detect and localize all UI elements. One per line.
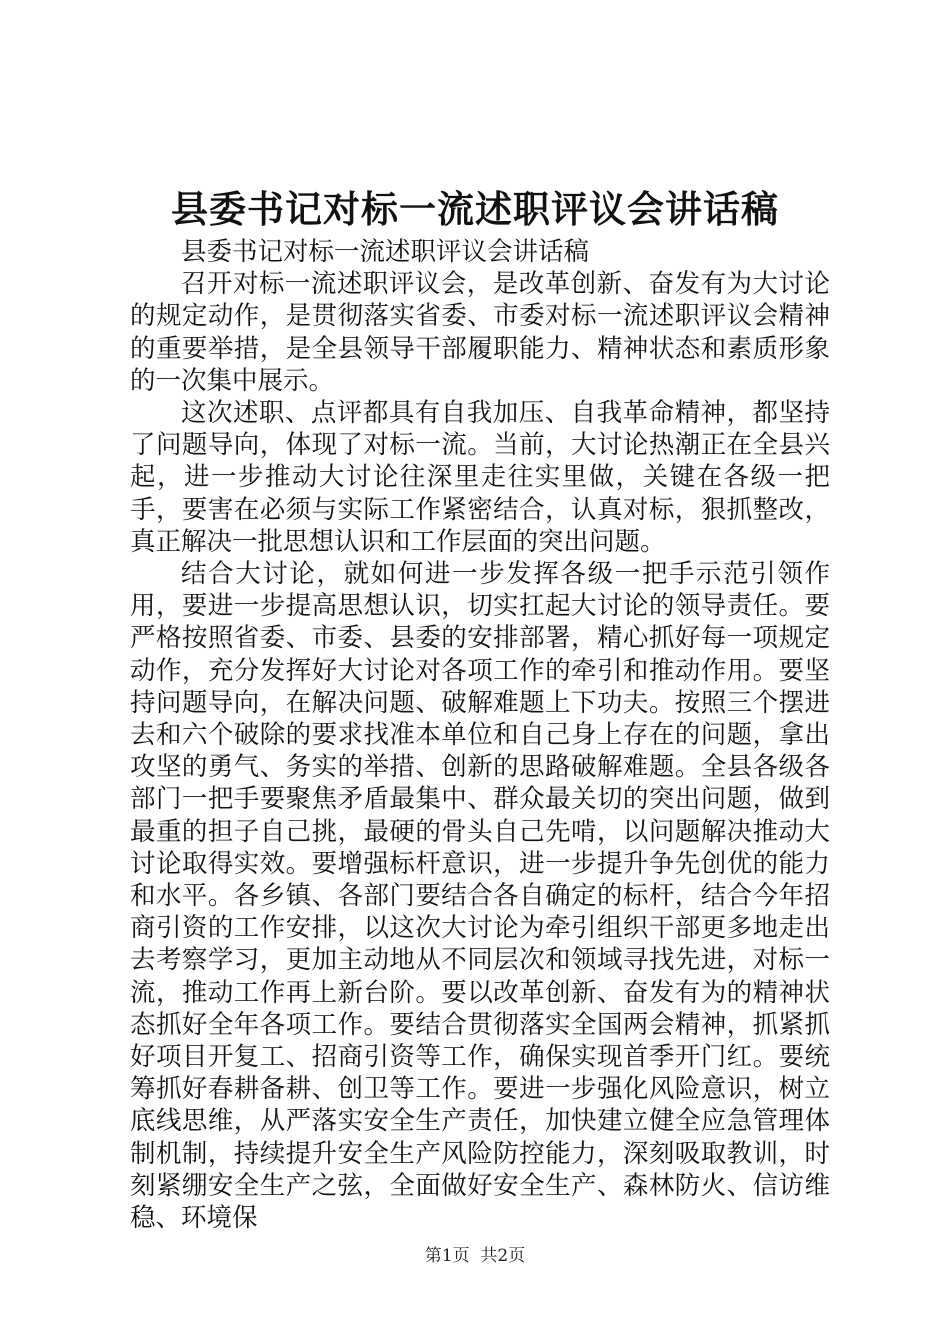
- paragraph: 这次述职、点评都具有自我加压、自我革命精神，都坚持了问题导向，体现了对标一流。当前，大讨论热潮正在全县兴起，进一步推动大讨论往深里走往实里做，关键在各级一把手，要害在必须与实际工作紧密结合，认真对标，狠抓整改，真正解决一批思想认识和工作层面的突出问题。: [130, 398, 830, 557]
- document-title: 县委书记对标一流述职评议会讲话稿: [171, 187, 779, 231]
- page-number: 第1页: [424, 1246, 470, 1266]
- document-body: [130, 236, 830, 1234]
- paragraph: 县委书记对标一流述职评议会讲话稿: [181, 237, 590, 267]
- paragraph: 结合大讨论，就如何进一步发挥各级一把手示范引领作用，要进一步提高思想认识，切实扛起大讨论的领导责任。要严格按照省委、市委、县委的安排部署，精心抓好每一项规定动作，充分发挥好大讨论对各项工作的牵引和推动作用。要坚持问题导向，在解决问题、破解难题上下功夫。按照三个摆进去和六个破除的要求找准本单位和自己身上存在的问题，拿出攻坚的勇气、务实的举措、创新的思路破解难题。全县各级各部门一把手要聚焦矛盾最集中、群众最关切的突出问题，做到最重的担子自己挑，最硬的骨头自己先啃，以问题解决推动大讨论取得实效。要增强标杆意识，进一步提升争先创优的能力和水平。各乡镇、各部门要结合各自确定的标杆，结合今年招商引资的工作安排，以这次大讨论为牵引组织干部更多地走出去考察学习，更加主动地从不同层次和领域寻找先进，对标一流，推动工作再上新台阶。要以改革创新、奋发有为的精神状态抓好全年各项工作。要结合贯彻落实全国两会精神，抓紧抓好项目开复工、招商引资等工作，确保实现首季开门红。要统筹抓好春耕备耕、创卫等工作。要进一步强化风险意识，树立底线思维，从严落实安全生产责任，加快建立健全应急管理体制机制，持续提升安全生产风险防控能力，深刻吸取教训，时刻紧绷安全生产之弦，全面做好安全生产、森林防火、信访维稳、环境保: [130, 559, 830, 1234]
- paragraph: 召开对标一流述职评议会，是改革创新、奋发有为大讨论的规定动作，是贯彻落实省委、市委对标一流述职评议会精神的重要举措，是全县领导干部履职能力、精神状态和素质形象的一次集中展示。: [130, 269, 830, 396]
- page-footer: [0, 1244, 950, 1268]
- page-total: 共2页: [480, 1246, 526, 1266]
